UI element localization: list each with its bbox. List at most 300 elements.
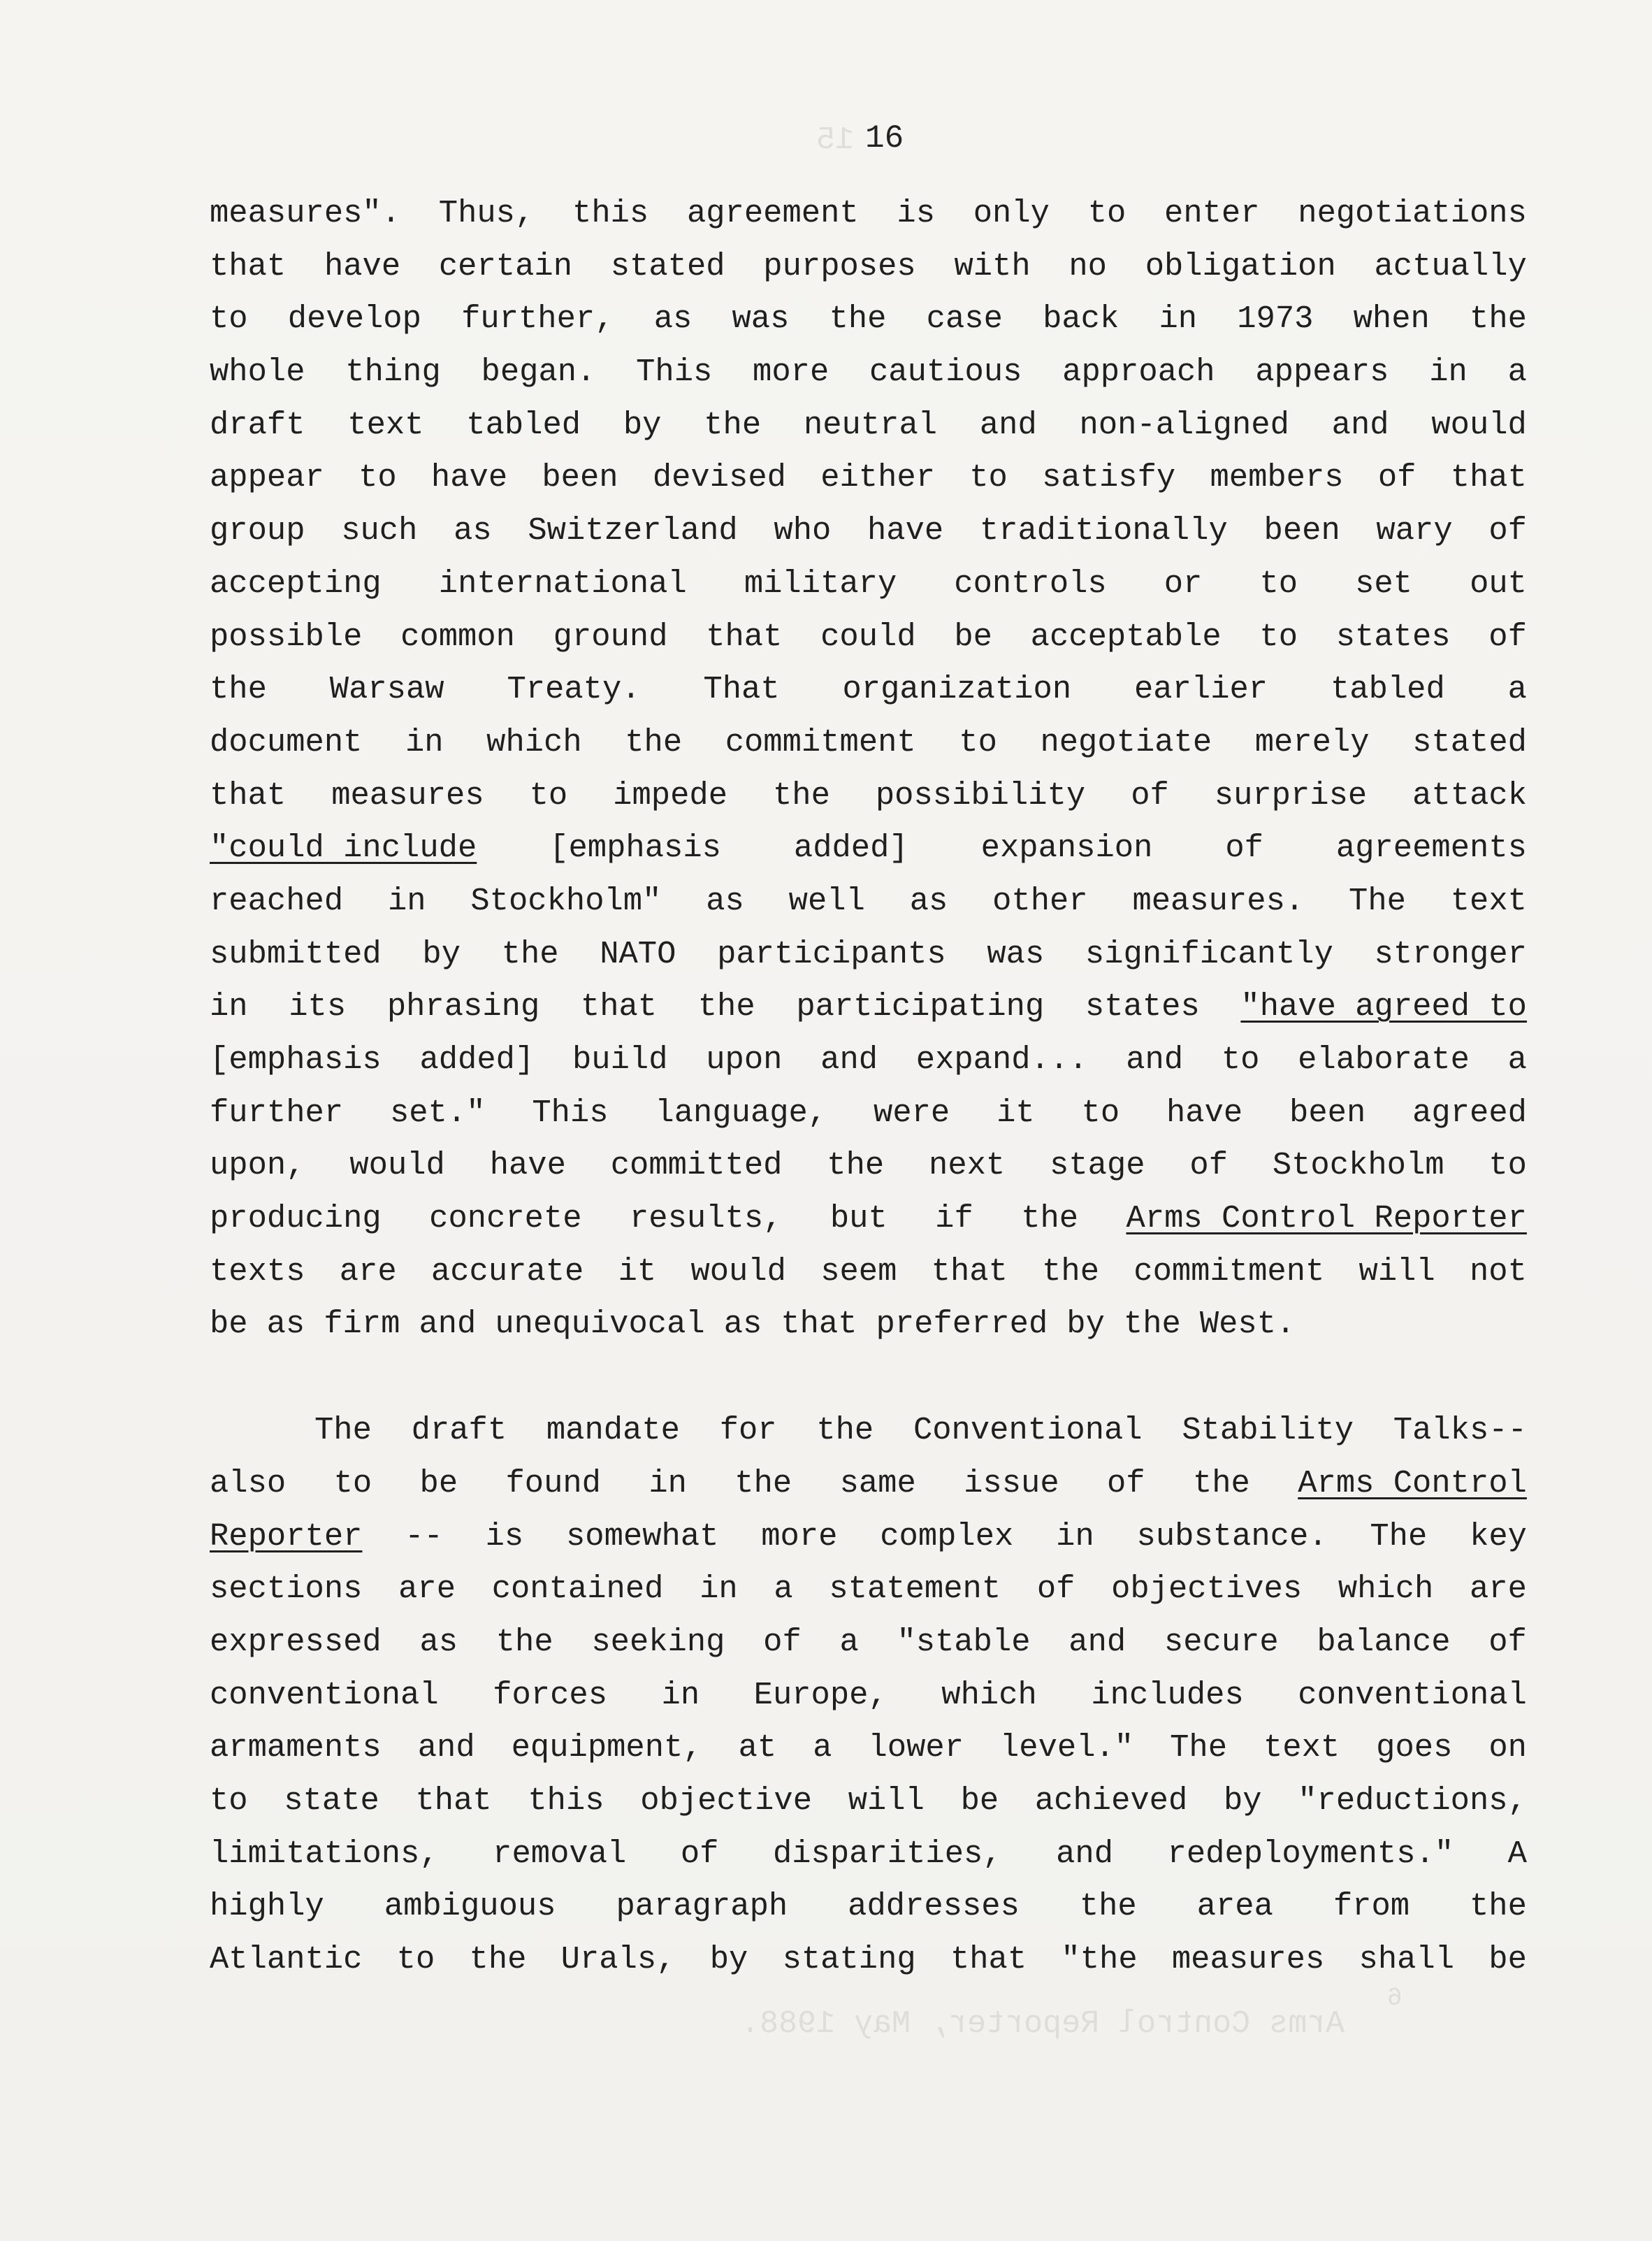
word: of <box>1377 459 1416 496</box>
word: participating <box>796 988 1045 1025</box>
word: are <box>339 1253 397 1290</box>
word: to <box>396 1941 435 1977</box>
word: equipment, <box>511 1729 702 1766</box>
word: added] <box>419 1042 535 1078</box>
word: ground <box>553 618 668 655</box>
word: [emphasis <box>210 1042 382 1078</box>
word: more <box>753 354 829 391</box>
paragraph-gap <box>210 1351 1527 1404</box>
word: as <box>706 882 744 919</box>
word: firm <box>324 1306 400 1343</box>
paragraph <box>210 187 1527 1351</box>
word: are <box>1470 1571 1527 1608</box>
word: would <box>690 1253 786 1290</box>
text-line <box>210 452 1527 505</box>
word: stated <box>610 247 725 284</box>
word: "stable <box>897 1623 1031 1660</box>
word: from <box>1333 1888 1410 1925</box>
word: and <box>417 1729 475 1766</box>
text-line <box>210 663 1527 716</box>
word: forces <box>493 1676 607 1713</box>
word: in <box>1159 301 1198 338</box>
text-line <box>210 1298 1527 1351</box>
word: somewhat <box>566 1518 719 1555</box>
text-line <box>210 558 1527 611</box>
word: its <box>289 988 347 1025</box>
word: the <box>816 1412 874 1449</box>
word: of <box>1189 1147 1228 1184</box>
word: for <box>719 1412 777 1449</box>
word: commitment <box>1133 1253 1325 1290</box>
word: or <box>1164 565 1203 602</box>
underlined-text: Reporter <box>210 1518 363 1555</box>
word: common <box>400 618 515 655</box>
word: traditionally <box>979 512 1228 549</box>
word: group <box>210 512 305 549</box>
word: stating <box>782 1941 916 1977</box>
word: organization <box>842 671 1072 708</box>
word: and <box>1331 406 1389 443</box>
word: in <box>405 723 444 761</box>
word: paragraph <box>616 1888 788 1925</box>
text-line <box>210 293 1527 346</box>
word: appear <box>210 459 324 496</box>
word: as <box>419 1623 458 1660</box>
word: have <box>867 512 944 549</box>
paragraph <box>210 1404 1527 1987</box>
word: actually <box>1374 247 1527 284</box>
word: agreed <box>1412 1094 1527 1131</box>
word: the <box>495 1623 553 1660</box>
word: been <box>1289 1094 1366 1131</box>
word: out <box>1470 565 1527 602</box>
word: to <box>529 777 568 814</box>
word: be <box>954 618 992 655</box>
word: in <box>1056 1518 1094 1555</box>
word: conventional <box>210 1676 439 1713</box>
word: satisfy <box>1042 459 1176 496</box>
word: was <box>732 301 790 338</box>
word: submitted <box>210 935 382 972</box>
word: The <box>1349 882 1406 919</box>
word: stage <box>1050 1147 1145 1184</box>
text-line <box>210 1563 1527 1616</box>
word: measures <box>331 777 484 814</box>
word: A <box>1507 1835 1527 1872</box>
word: [emphasis <box>549 830 721 867</box>
word: seeking <box>591 1623 725 1660</box>
word: that <box>415 1782 492 1819</box>
word: to <box>969 459 1008 496</box>
word: state <box>284 1782 379 1819</box>
word: draft <box>411 1412 507 1449</box>
word: The <box>1370 1518 1428 1555</box>
text-line <box>210 1034 1527 1087</box>
text-line <box>210 1246 1527 1299</box>
text-line <box>210 822 1527 875</box>
text-line <box>210 716 1527 770</box>
word: This <box>532 1094 609 1131</box>
word: commitment <box>725 723 916 761</box>
text-line <box>210 1933 1527 1987</box>
word: statement <box>829 1571 1001 1608</box>
word: text <box>347 406 424 443</box>
word: that <box>950 1941 1027 1977</box>
word: would <box>1431 406 1527 443</box>
word: the <box>1079 1888 1137 1925</box>
word: balance <box>1317 1623 1451 1660</box>
word: to <box>1221 1042 1260 1078</box>
word: Stockholm" <box>470 882 662 919</box>
word: military <box>744 565 897 602</box>
word: thing <box>345 354 441 391</box>
word: text <box>1450 882 1527 919</box>
word: this <box>528 1782 604 1819</box>
text-line <box>210 1511 1527 1564</box>
word: lower <box>868 1729 964 1766</box>
word: in <box>387 882 426 919</box>
word: and <box>1068 1623 1126 1660</box>
word: as <box>653 301 693 338</box>
word: the <box>829 301 887 338</box>
word: impede <box>613 777 727 814</box>
word: approach <box>1062 354 1215 391</box>
word: that <box>781 1306 857 1343</box>
text-line <box>210 1192 1527 1246</box>
text-line <box>210 770 1527 823</box>
text-line <box>210 875 1527 928</box>
page-number: 16 <box>865 120 904 157</box>
word: committed <box>610 1147 783 1184</box>
word: possible <box>210 618 363 655</box>
word: build <box>572 1042 668 1078</box>
word: upon, <box>210 1147 305 1184</box>
word: when <box>1353 301 1430 338</box>
bleed-through-page-number: 15 <box>816 122 855 158</box>
word: key <box>1470 1518 1527 1555</box>
word: by <box>709 1941 748 1977</box>
word: states <box>1335 618 1451 655</box>
word: and <box>979 406 1037 443</box>
word: as <box>909 882 948 919</box>
word: negotiate <box>1040 723 1212 761</box>
word: are <box>398 1571 456 1608</box>
word: upon <box>706 1042 783 1078</box>
word: to <box>959 723 997 761</box>
word: was <box>987 935 1045 972</box>
word: in <box>700 1571 738 1608</box>
word: a <box>813 1729 832 1766</box>
text-line <box>210 928 1527 981</box>
word: at <box>738 1729 777 1766</box>
word: secure <box>1164 1623 1279 1660</box>
word: Warsaw <box>329 671 444 708</box>
word: texts <box>210 1253 305 1290</box>
word: whole <box>210 354 305 391</box>
word: which <box>486 723 582 761</box>
word: significantly <box>1085 935 1333 972</box>
word: next <box>929 1147 1006 1184</box>
word: the <box>1470 1888 1527 1925</box>
text-line <box>210 1669 1527 1722</box>
word: to <box>1081 1094 1120 1131</box>
word: a <box>1507 671 1527 708</box>
text-line <box>210 1404 1527 1457</box>
word: the <box>625 723 683 761</box>
word: language, <box>655 1094 827 1131</box>
word: level." <box>999 1729 1134 1766</box>
word: This <box>636 354 713 391</box>
word: surprise <box>1214 777 1368 814</box>
word: have <box>1166 1094 1243 1131</box>
word: that <box>210 247 287 284</box>
word: to <box>1488 1147 1527 1184</box>
word: appears <box>1255 354 1389 391</box>
word: have <box>324 247 401 284</box>
word: phrasing <box>386 988 540 1025</box>
word: Stability <box>1182 1412 1354 1449</box>
underlined-text: "have agreed to <box>1240 988 1527 1025</box>
word: international <box>438 565 687 602</box>
word: in <box>649 1464 687 1501</box>
word: achieved <box>1034 1782 1188 1819</box>
word: by <box>422 935 461 972</box>
word: of <box>1488 618 1527 655</box>
word: more <box>761 1518 838 1555</box>
word: Talks-- <box>1393 1412 1527 1449</box>
word: reached <box>210 882 344 919</box>
word: measures. <box>1132 882 1305 919</box>
word: devised <box>652 459 786 496</box>
word: which <box>941 1676 1037 1713</box>
bleed-through-footnote-number: 6 <box>1387 1984 1403 2012</box>
word: who <box>774 512 832 549</box>
underlined-text: Arms Control <box>1298 1464 1527 1501</box>
word: includes <box>1091 1676 1244 1713</box>
word: by <box>623 406 662 443</box>
word: that <box>580 988 658 1025</box>
word: neutral <box>803 406 938 443</box>
word: the <box>1123 1306 1181 1343</box>
word: be <box>419 1464 458 1501</box>
word: seem <box>820 1253 897 1290</box>
word: to <box>333 1464 372 1501</box>
word: the <box>827 1147 885 1184</box>
word: goes <box>1376 1729 1453 1766</box>
word: issue <box>964 1464 1059 1501</box>
text-line <box>210 611 1527 664</box>
word: case <box>926 301 1003 338</box>
word: ambiguous <box>384 1888 556 1925</box>
word: expand... <box>915 1042 1088 1078</box>
word: same <box>839 1464 916 1501</box>
word: producing <box>210 1200 382 1237</box>
word: conventional <box>1298 1676 1527 1713</box>
word: limitations, <box>210 1835 439 1872</box>
word: Urals, <box>560 1941 676 1977</box>
word: will <box>1358 1253 1435 1290</box>
word: could <box>820 618 916 655</box>
body-text <box>210 187 1527 1987</box>
word: non-aligned <box>1079 406 1289 443</box>
word: set <box>1355 565 1413 602</box>
word: of <box>1488 1623 1527 1660</box>
word: area <box>1196 1888 1273 1925</box>
word: back <box>1043 301 1120 338</box>
word: stated <box>1412 723 1527 761</box>
word: it <box>618 1253 657 1290</box>
word: were <box>874 1094 950 1131</box>
word: objectives <box>1111 1571 1303 1608</box>
word: states <box>1085 988 1200 1025</box>
word: Europe, <box>753 1676 887 1713</box>
word: mandate <box>546 1412 680 1449</box>
bleed-through-footnote: Arms Control Reporter, May 1988. <box>741 2006 1345 2042</box>
word: Switzerland <box>528 512 738 549</box>
word: The <box>314 1412 372 1449</box>
word: Thus, <box>438 195 535 231</box>
word: members <box>1210 459 1344 496</box>
word: Atlantic <box>210 1941 363 1977</box>
word: the <box>772 777 830 814</box>
word: a <box>774 1571 793 1608</box>
word: of <box>763 1623 802 1660</box>
word: wary <box>1376 512 1453 549</box>
word: of <box>1131 777 1169 814</box>
word: the <box>697 988 755 1025</box>
word: unequivocal <box>495 1306 705 1343</box>
word: disparities, <box>772 1835 1002 1872</box>
word: to <box>210 301 248 338</box>
word: began. <box>481 354 596 391</box>
text-line <box>210 240 1527 294</box>
word: in <box>210 988 248 1025</box>
word: either <box>820 459 936 496</box>
word: sections <box>210 1571 363 1608</box>
word: be <box>210 1306 248 1343</box>
word: the <box>734 1464 792 1501</box>
word: as <box>454 512 492 549</box>
word: the <box>501 935 559 972</box>
word: tabled <box>1330 671 1445 708</box>
word: tabled <box>466 406 581 443</box>
word: negotiations <box>1298 195 1527 231</box>
word: of <box>1036 1571 1075 1608</box>
word: to <box>358 459 397 496</box>
word: highly <box>210 1888 324 1925</box>
word: That <box>703 671 780 708</box>
text-line <box>210 1722 1527 1775</box>
word: to <box>210 1782 248 1819</box>
word: that <box>706 618 783 655</box>
word: in <box>1429 354 1468 391</box>
word: added] <box>793 830 908 867</box>
word: certain <box>438 247 573 284</box>
word: controls <box>954 565 1107 602</box>
word: be <box>1488 1941 1527 1977</box>
word: of <box>680 1835 719 1872</box>
word: redeployments." <box>1167 1835 1454 1872</box>
word: been <box>1263 512 1340 549</box>
word: such <box>341 512 418 549</box>
word: a <box>839 1623 859 1660</box>
word: also <box>210 1464 287 1501</box>
word: "the <box>1061 1941 1138 1977</box>
underlined-text: "could include <box>210 830 477 867</box>
text-line <box>210 187 1527 240</box>
word: Conventional <box>913 1412 1143 1449</box>
word: well <box>788 882 865 919</box>
word: shall <box>1358 1941 1455 1977</box>
word: NATO <box>600 935 676 972</box>
word: text <box>1263 1729 1340 1766</box>
word: removal <box>493 1835 627 1872</box>
word: have <box>430 459 508 496</box>
word: West. <box>1199 1306 1296 1343</box>
word: will <box>848 1782 925 1819</box>
word: acceptable <box>1030 618 1222 655</box>
word: set." <box>389 1094 486 1131</box>
text-line <box>210 1087 1527 1140</box>
text-line <box>210 981 1527 1034</box>
word: accurate <box>430 1253 584 1290</box>
word: addresses <box>848 1888 1020 1925</box>
word: document <box>210 723 363 761</box>
word: which <box>1338 1571 1434 1608</box>
word: to <box>1259 565 1298 602</box>
word: on <box>1488 1729 1527 1766</box>
word: is <box>897 195 936 231</box>
word: that <box>931 1253 1008 1290</box>
word: by <box>1066 1306 1105 1343</box>
word: possibility <box>875 777 1086 814</box>
word: only <box>973 195 1050 231</box>
word: that <box>210 777 287 814</box>
word: substance. <box>1136 1518 1328 1555</box>
word: obligation <box>1145 247 1336 284</box>
word: been <box>542 459 618 496</box>
underlined-text: Arms Control Reporter <box>1126 1200 1527 1237</box>
word: the <box>1021 1200 1079 1237</box>
text-line <box>210 1828 1527 1881</box>
word: agreement <box>686 195 859 231</box>
word: contained <box>491 1571 664 1608</box>
word: other <box>992 882 1088 919</box>
word: with <box>954 247 1031 284</box>
word: as <box>266 1306 305 1343</box>
word: measures". <box>210 195 401 231</box>
word: if <box>935 1200 973 1237</box>
word: armaments <box>210 1729 382 1766</box>
word: Treaty. <box>507 671 641 708</box>
word: the <box>210 671 267 708</box>
word: expansion <box>980 830 1153 867</box>
word: and <box>820 1042 878 1078</box>
text-line <box>210 1457 1527 1511</box>
word: cautious <box>869 354 1022 391</box>
word: but <box>829 1200 887 1237</box>
word: and <box>419 1306 477 1343</box>
word: be <box>960 1782 999 1819</box>
word: and <box>1056 1835 1114 1872</box>
word: a <box>1507 354 1527 391</box>
word: enter <box>1164 195 1260 231</box>
word: "reductions, <box>1298 1782 1527 1819</box>
word: in <box>661 1676 700 1713</box>
text-line <box>210 1616 1527 1669</box>
text-line <box>210 346 1527 399</box>
text-line <box>210 399 1527 452</box>
